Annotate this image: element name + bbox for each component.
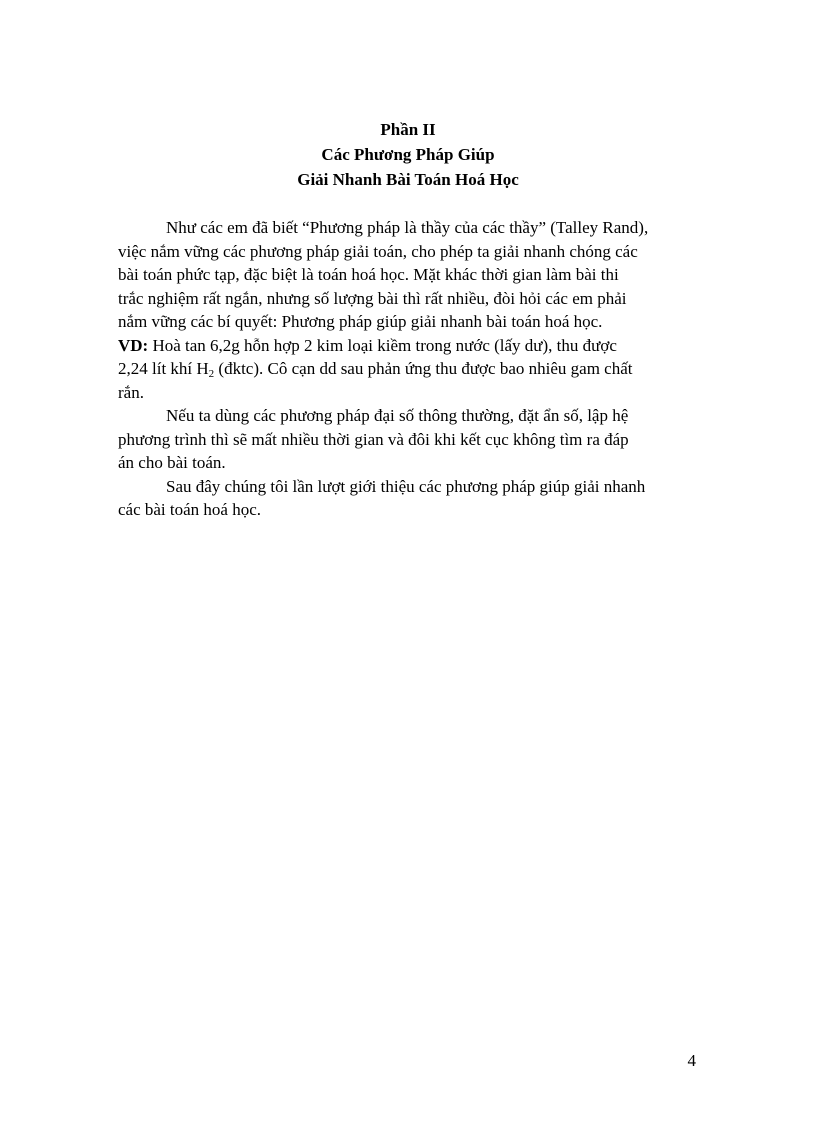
heading-block [0, 117, 816, 192]
example-text: Hoà tan 6,2g hỗn hợp 2 kim loại kiềm trong nước (lấy dư), thu được [148, 335, 617, 355]
title-line-1: Các Phương Pháp Giúp [321, 145, 495, 164]
paragraph3-line: các bài toán hoá học. [118, 500, 262, 519]
example-label: VD: [118, 335, 149, 355]
intro-line: bài toán phức tạp, đặc biệt là toán hoá học. Mặt khác thời gian làm bài thi [118, 265, 619, 284]
example-line-1 [118, 334, 698, 358]
example-line-2 [118, 357, 698, 381]
body-text [118, 216, 698, 522]
intro-line: nắm vững các bí quyết: Phương pháp giúp giải nhanh bài toán hoá học. [118, 312, 603, 331]
example-text-before: 2,24 lít khí H [118, 359, 209, 378]
example-line-3: rắn. [118, 382, 144, 402]
intro-line: trắc nghiệm rất ngắn, nhưng số lượng bài thì rất nhiều, đòi hỏi các em phải [118, 288, 627, 308]
paragraph3-line: Sau đây chúng tôi lần lượt giới thiệu các phương pháp giúp giải nhanh [166, 476, 646, 496]
paragraph2-line: án cho bài toán. [118, 453, 226, 472]
part-label: Phần II [380, 120, 436, 139]
page-number: 4 [687, 1051, 696, 1070]
title-line-2: Giải Nhanh Bài Toán Hoá Học [297, 170, 519, 189]
intro-line: việc nắm vững các phương pháp giải toán, cho phép ta giải nhanh chóng các [118, 241, 638, 261]
subscript-2: 2 [208, 368, 215, 380]
example-text-after: (đktc). Cô cạn dd sau phản ứng thu được bao nhiêu gam chất [214, 359, 633, 378]
paragraph2-line: phương trình thì sẽ mất nhiều thời gian và đôi khi kết cục không tìm ra đáp [118, 429, 629, 449]
paragraph2-line: Nếu ta dùng các phương pháp đại số thông thường, đặt ẩn số, lập hệ [166, 406, 629, 425]
intro-line: Như các em đã biết “Phương pháp là thầy của các thầy” (Talley Rand), [166, 218, 649, 237]
